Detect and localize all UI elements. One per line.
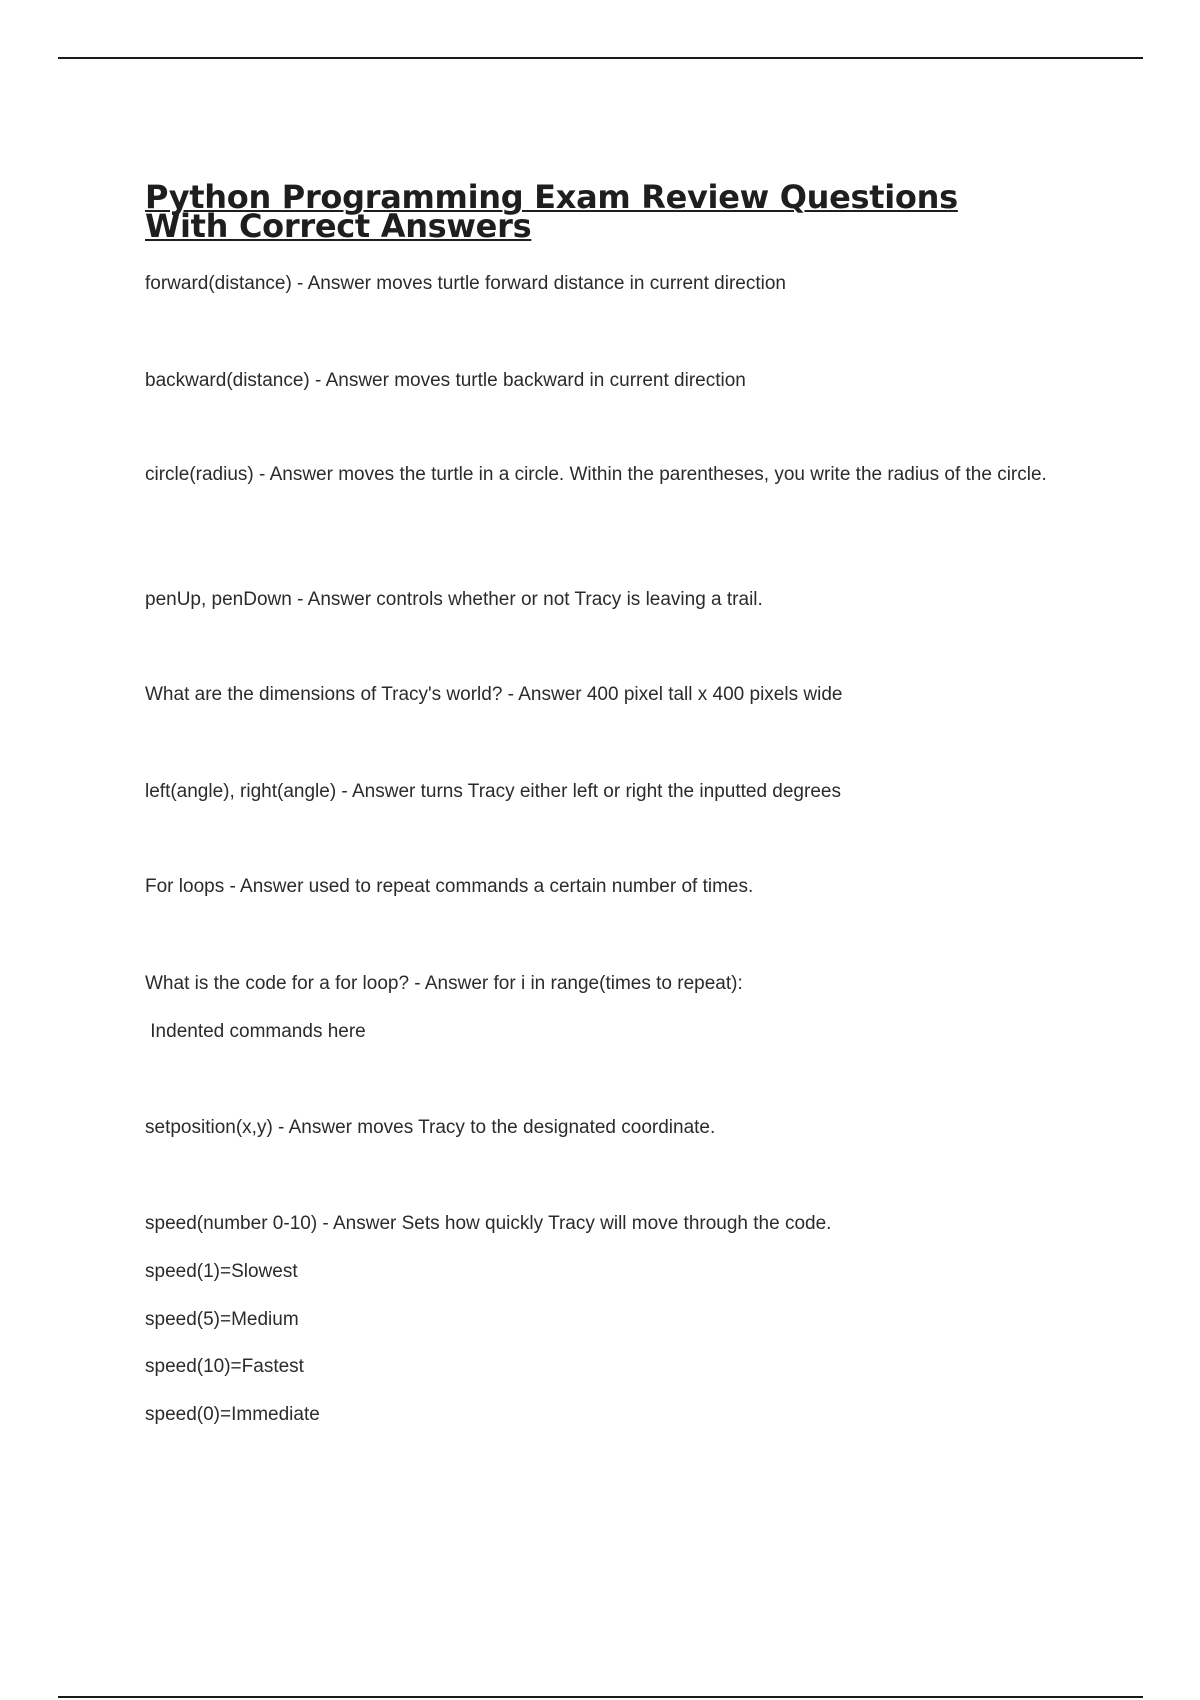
qa-backward: backward(distance) - Answer moves turtle backward in current direction [145,370,746,391]
qa-left-right: left(angle), right(angle) - Answer turns Tracy either left or right the inputted degrees [145,781,841,802]
speed-immediate: speed(0)=Immediate [145,1404,320,1425]
qa-dimensions: What are the dimensions of Tracy's world? - Answer 400 pixel tall x 400 pixels wide [145,684,843,705]
qa-setposition: setposition(x,y) - Answer moves Tracy to the designated coordinate. [145,1117,716,1138]
qa-speed: speed(number 0-10) - Answer Sets how quickly Tracy will move through the code. [145,1213,832,1234]
qa-circle: circle(radius) - Answer moves the turtle in a circle. Within the parentheses, you write the radius of the circle. [145,464,1047,485]
document-title: Python Programming Exam Review Questions With Correct Answers [145,178,958,245]
speed-fastest: speed(10)=Fastest [145,1356,304,1377]
qa-pen: penUp, penDown - Answer controls whether or not Tracy is leaving a trail. [145,589,763,610]
qa-for-loops: For loops - Answer used to repeat commands a certain number of times. [145,876,754,897]
qa-forward: forward(distance) - Answer moves turtle forward distance in current direction [145,273,786,294]
qa-for-loop-code: What is the code for a for loop? - Answer for i in range(times to repeat): [145,973,743,994]
speed-slowest: speed(1)=Slowest [145,1261,298,1282]
speed-medium: speed(5)=Medium [145,1309,299,1330]
footer-rule [58,1696,1143,1698]
qa-indented-commands: Indented commands here [145,1021,366,1042]
header-rule [58,57,1143,59]
